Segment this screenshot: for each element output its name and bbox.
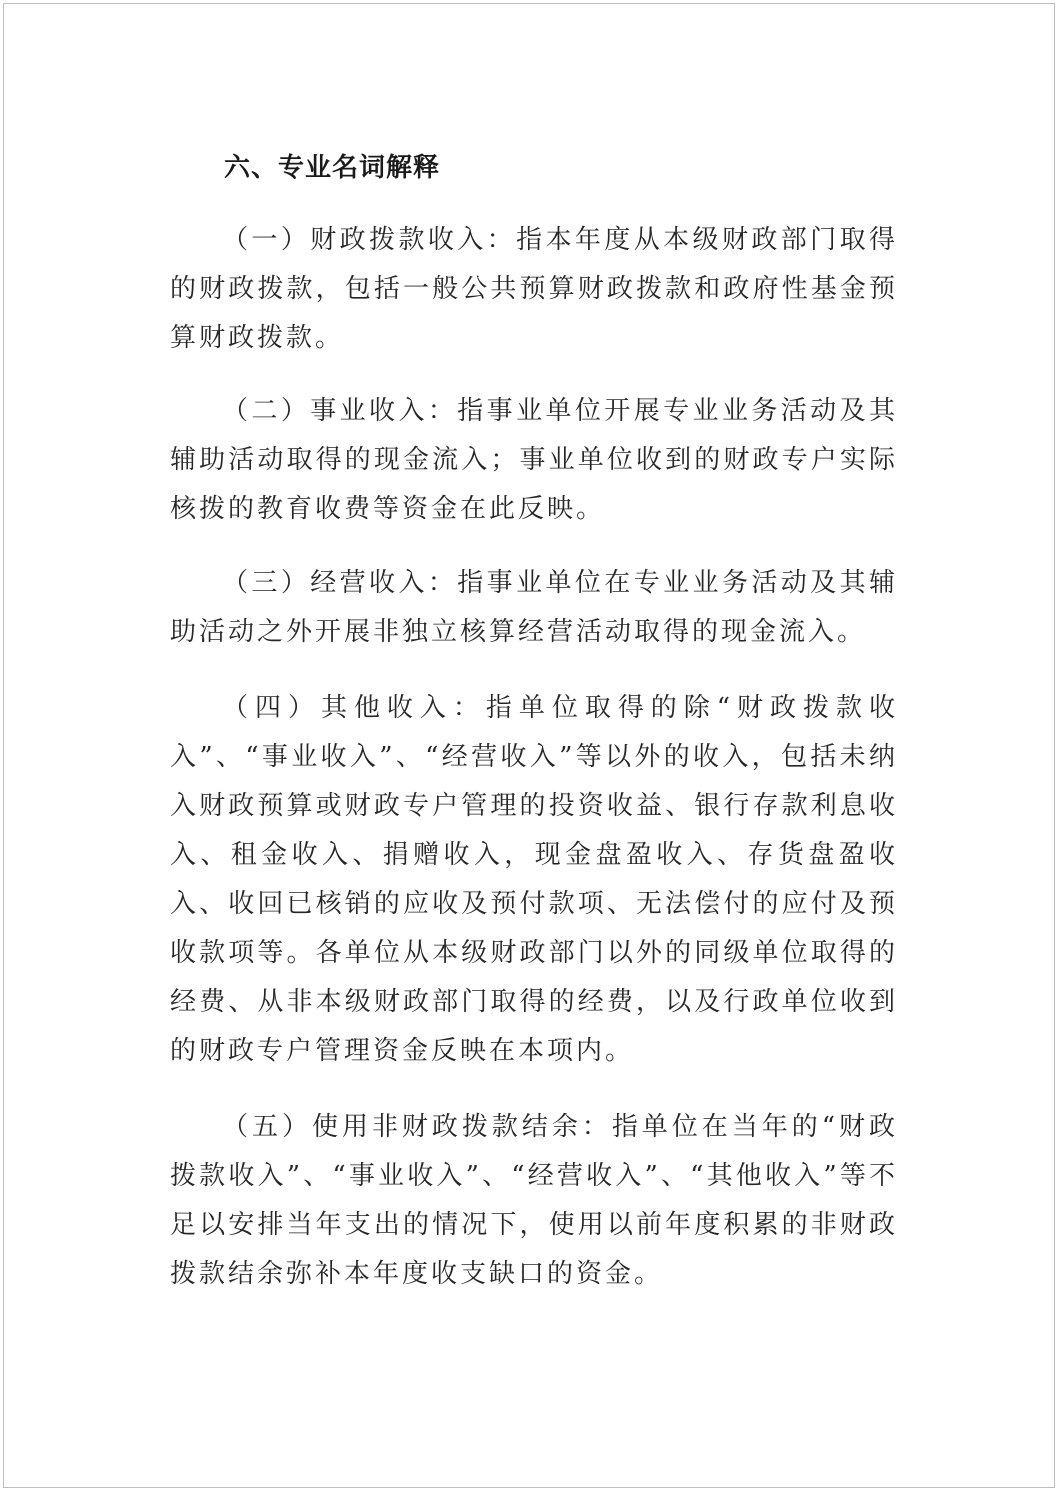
document-page bbox=[3, 3, 1055, 1488]
definition-paragraph-4: （四）其他收入：指单位取得的除“财政拨款收入”、“事业收入”、“经营收入”等以外的收入，包括未纳入财政预算或财政专户管理的投资收益、银行存款利息收入、租金收入、捐赠收入，现金盘盈收入、存货盘盈收入、收回已核销的应收及预付款项、无法偿付的应付及预收款项等。各单位从本级财政部门以外的同级单位取得的经费、从非本级财政部门取得的经费，以及行政单位收到的财政专户管理资金反映在本项内。 bbox=[170, 693, 898, 1066]
definition-paragraph-3: （三）经营收入：指事业单位在专业业务活动及其辅助活动之外开展非独立核算经营活动取得的现金流入。 bbox=[170, 568, 898, 647]
definition-paragraph-1: （一）财政拨款收入：指本年度从本级财政部门取得的财政拨款，包括一般公共预算财政拨款和政府性基金预算财政拨款。 bbox=[170, 225, 898, 353]
section-heading: 六、专业名词解释 bbox=[224, 153, 441, 183]
definition-paragraph-5: （五）使用非财政拨款结余：指单位在当年的“财政拨款收入”、“事业收入”、“经营收入”、“其他收入”等不足以安排当年支出的情况下，使用以前年度积累的非财政拨款结余弥补本年度收支缺口的资金。 bbox=[170, 1112, 898, 1289]
definition-paragraph-2: （二）事业收入：指事业单位开展专业业务活动及其辅助活动取得的现金流入；事业单位收到的财政专户实际核拨的教育收费等资金在此反映。 bbox=[170, 396, 898, 524]
